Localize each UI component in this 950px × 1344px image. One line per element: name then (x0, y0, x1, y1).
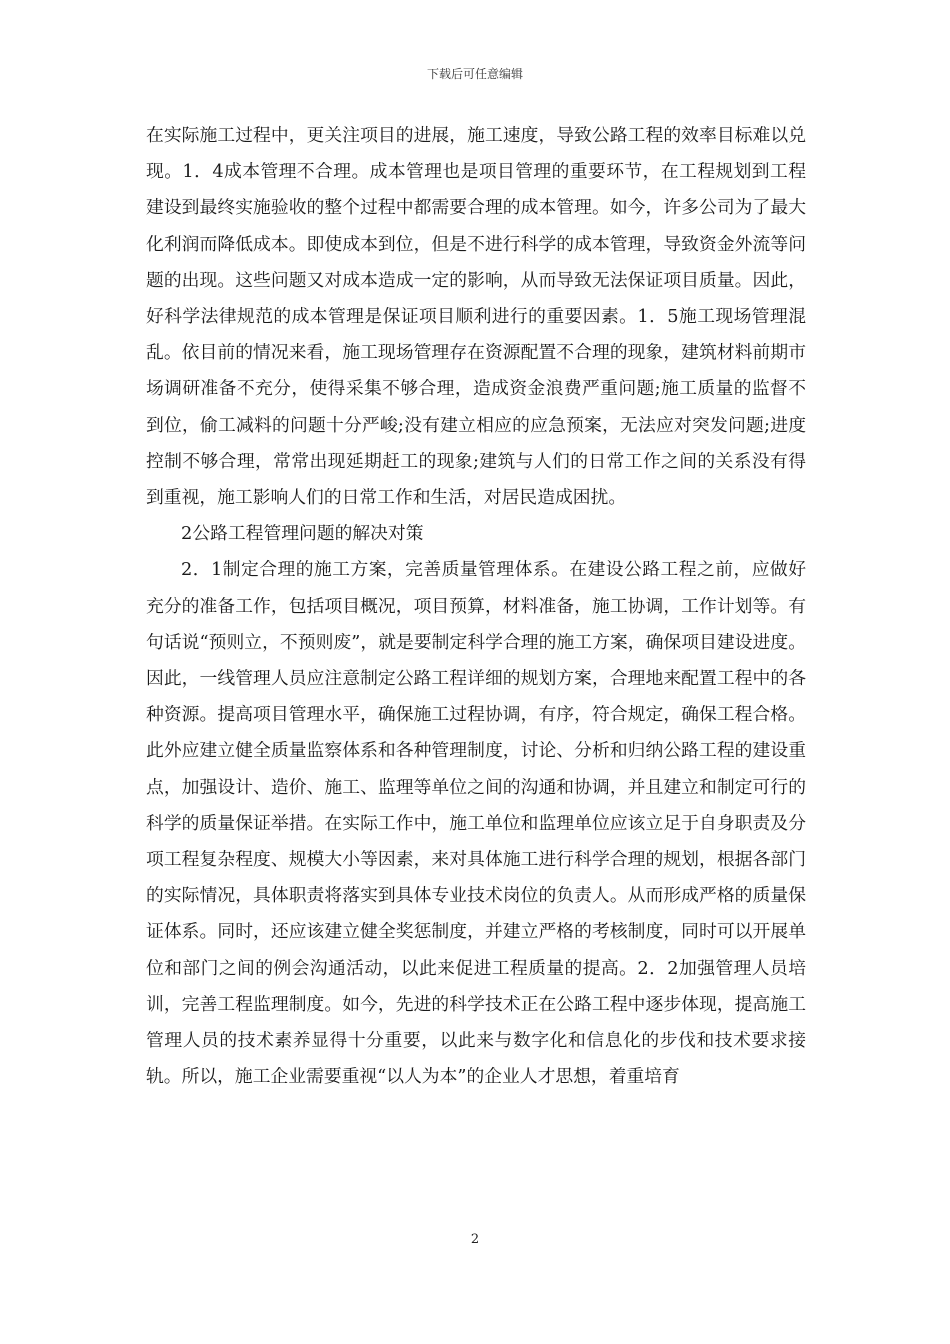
document-body (146, 118, 806, 1095)
paragraph-cost-and-site-management: 在实际施工过程中，更关注项目的进展，施工速度，导致公路工程的效率目标难以兑现。1．4成本管理不合理。成本管理也是项目管理的重要环节，在工程规划到工程建设到最终实施验收的整个过程中都需要合理的成本管理。如今，许多公司为了最大化利润而降低成本。即使成本到位，但是不进行科学的成本管理，导致资金外流等问题的出现。这些问题又对成本造成一定的影响，从而导致无法保证项目质量。因此，好科学法律规范的成本管理是保证项目顺利进行的重要因素。1．5施工现场管理混乱。依目前的情况来看，施工现场管理存在资源配置不合理的现象，建筑材料前期市场调研准备不充分，使得采集不够合理，造成资金浪费严重问题;施工质量的监督不到位，偷工减料的问题十分严峻;没有建立相应的应急预案，无法应对突发问题;进度控制不够合理，常常出现延期赶工的现象;建筑与人们的日常工作之间的关系没有得到重视，施工影响人们的日常工作和生活，对居民造成困扰。 (146, 125, 806, 509)
section-heading-solutions: 2公路工程管理问题的解决对策 (181, 523, 424, 545)
page-number: 2 (470, 1232, 480, 1247)
page-header: 下载后可任意编辑 (426, 67, 523, 81)
paragraph-construction-plan-and-training: 2．1制定合理的施工方案，完善质量管理体系。在建设公路工程之前，应做好充分的准备工作，包括项目概况，项目预算，材料准备，施工协调，工作计划等。有句话说“预则立，不预则废”，就是要制定科学合理的施工方案，确保项目建设进度。因此，一线管理人员应注意制定公路工程详细的规划方案，合理地来配置工程中的各种资源。提高项目管理水平，确保施工过程协调，有序，符合规定，确保工程合格。此外应建立健全质量监察体系和各种管理制度，讨论、分析和归纳公路工程的建设重点，加强设计、造价、施工、监理等单位之间的沟通和协调，并且建立和制定可行的科学的质量保证举措。在实际工作中，施工单位和监理单位应该立足于自身职责及分项工程复杂程度、规模大小等因素，来对具体施工进行科学合理的规划，根据各部门的实际情况，具体职责将落实到具体专业技术岗位的负责人。从而形成严格的质量保证体系。同时，还应该建立健全奖惩制度，并建立严格的考核制度，同时可以开展单位和部门之间的例会沟通活动，以此来促进工程质量的提高。2．2加强管理人员培训，完善工程监理制度。如今，先进的科学技术正在公路工程中逐步体现，提高施工管理人员的技术素养显得十分重要，以此来与数字化和信息化的步伐和技术要求接轨。所以，施工企业需要重视“以人为本”的企业人才思想，着重培育 (146, 559, 806, 1088)
